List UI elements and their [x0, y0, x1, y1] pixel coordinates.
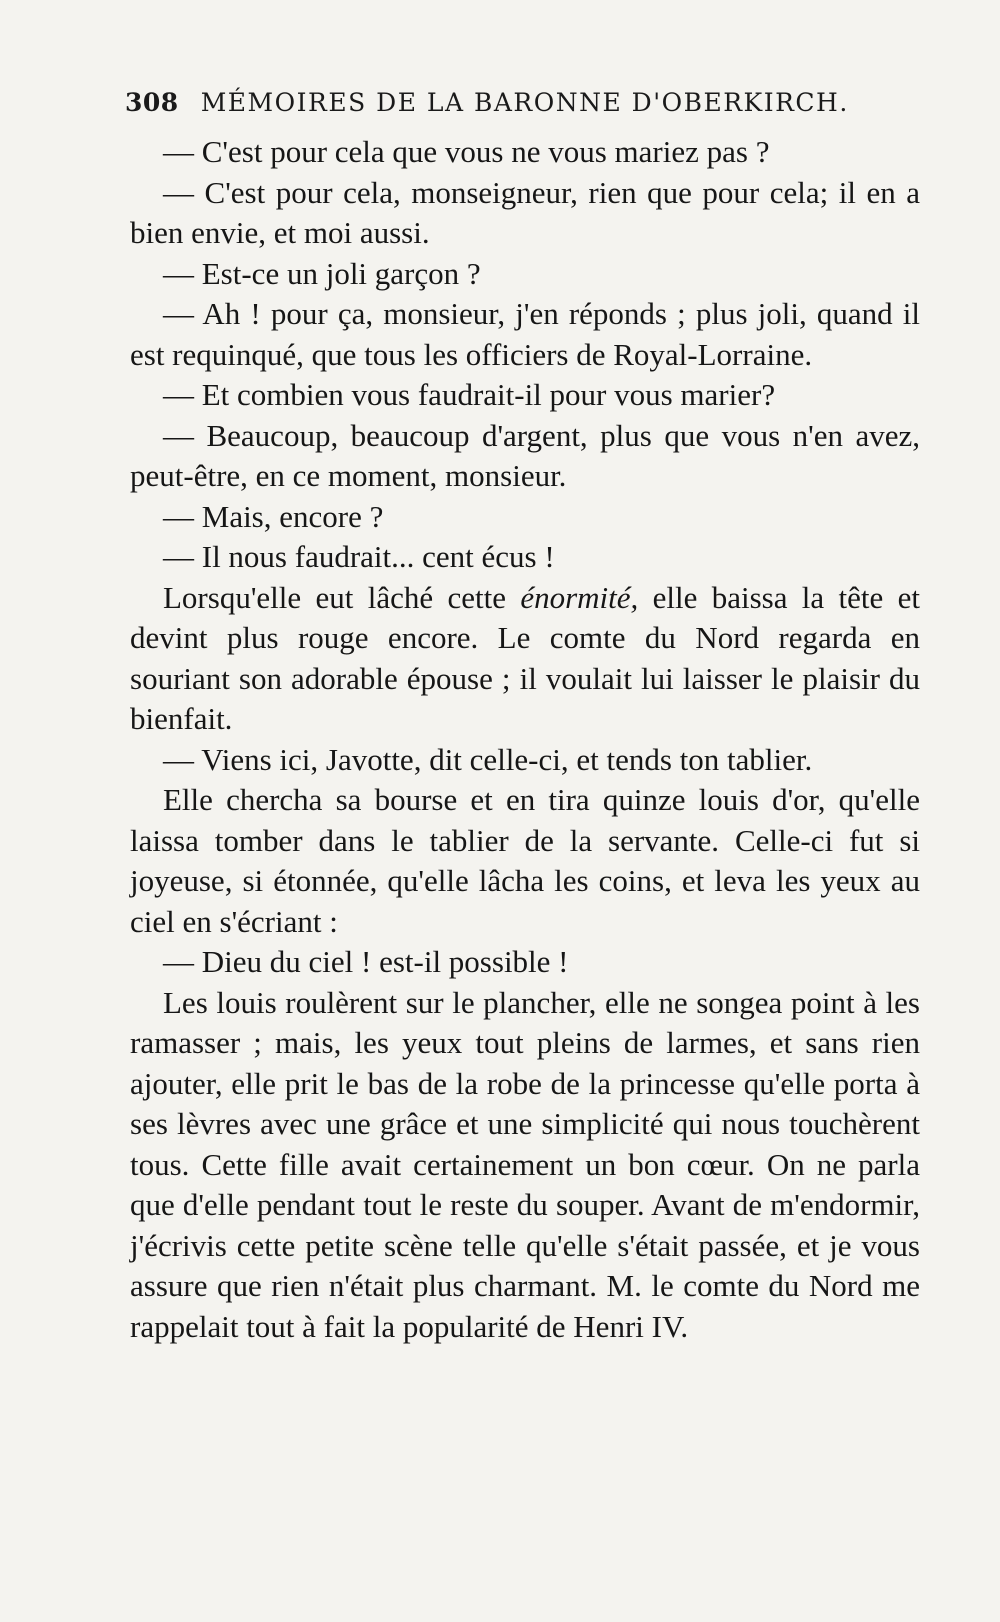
emphasis-word: énormité, — [520, 579, 639, 615]
paragraph-text: elle baissa la tête et devint plus rouge encore. Le comte du Nord regarda en souriant son adorable épouse ; il voulait lui laisser le plaisir du bienfait. — [130, 579, 920, 736]
paragraph: — Ah ! pour ça, monsieur, j'en réponds ; plus joli, quand il est requinqué, que tous les officiers de Royal-Lorraine. — [130, 296, 920, 372]
paragraph: — Dieu du ciel ! est-il possible ! — [163, 944, 569, 979]
running-head — [125, 88, 925, 117]
paragraph: — Viens ici, Javotte, dit celle-ci, et tends ton tablier. — [163, 741, 813, 777]
paragraph: — Il nous faudrait... cent écus ! — [163, 539, 555, 574]
paragraph: — Est-ce un joli garçon ? — [163, 255, 481, 291]
paragraph-text: Lorsqu'elle eut lâché cette — [163, 579, 521, 615]
paragraph: — C'est pour cela, monseigneur, rien que pour cela; il en a bien envie, et moi aussi. — [130, 174, 920, 250]
body-text — [130, 132, 920, 1347]
paragraph: — Beaucoup, beaucoup d'argent, plus que vous n'en avez, peut-être, en ce moment, monsieur. — [130, 417, 920, 493]
page-number: 308 — [125, 88, 179, 117]
paragraph: — Et combien vous faudrait-il pour vous marier? — [163, 377, 776, 412]
paragraph: Les louis roulèrent sur le plancher, elle ne songea point à les ramasser ; mais, les yeux tout pleins de larmes, et sans rien ajouter, elle prit le bas de la robe de la princesse qu'elle porta à ses lèvres avec une grâce et une simplicité qui nous touchèrent tous. Cette fille avait certainement un bon cœur. On ne parla que d'elle pendant tout le reste du souper. Avant de m'endormir, j'écrivis cette petite scène telle qu'elle s'était passée, et je vous assure que rien n'était plus charmant. M. le comte du Nord me rappelait tout à fait la popularité de Henri IV. — [130, 984, 920, 1344]
paragraph: Elle chercha sa bourse et en tira quinze louis d'or, qu'elle laissa tomber dans le tablier de la servante. Celle-ci fut si joyeuse, si étonnée, qu'elle lâcha les coins, et leva les yeux au ciel en s'écriant : — [130, 782, 920, 939]
paragraph: — C'est pour cela que vous ne vous mariez pas ? — [163, 134, 770, 169]
paragraph: — Mais, encore ? — [163, 498, 384, 534]
paragraph — [130, 578, 920, 740]
running-title: MÉMOIRES DE LA BARONNE D'OBERKIRCH. — [200, 88, 849, 117]
